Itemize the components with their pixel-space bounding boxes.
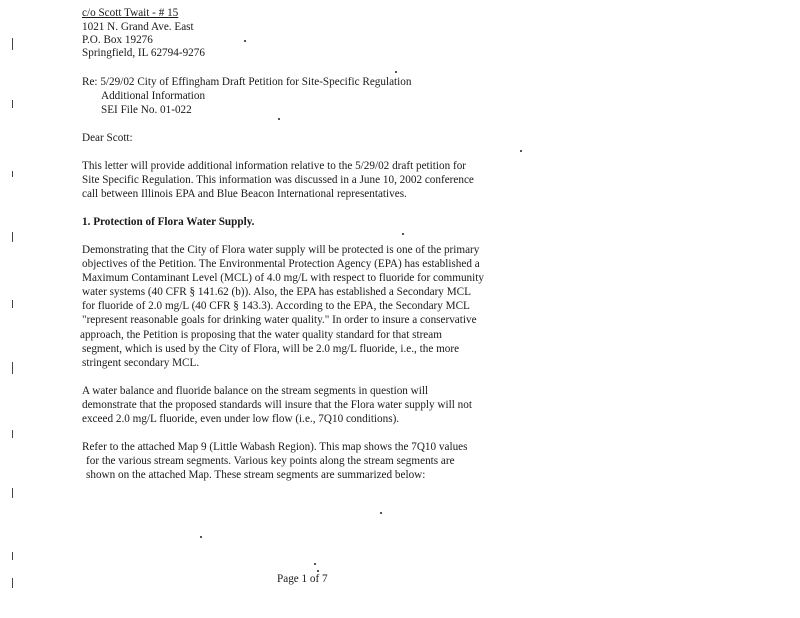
- re-line: Re: 5/29/02 City of Effingham Draft Petition for Site-Specific Regulation: [82, 76, 412, 88]
- scan-mark: [12, 488, 13, 498]
- para-line: for the various stream segments. Various key points along the stream segments are: [86, 455, 455, 467]
- scan-speck: [317, 570, 319, 572]
- para-line: shown on the attached Map. These stream segments are summarized below:: [86, 469, 426, 481]
- scan-mark: [12, 430, 13, 438]
- address-attention: c/o Scott Twait - # 15: [82, 7, 179, 19]
- scan-mark: [12, 171, 13, 177]
- para-line: Maximum Contaminant Level (MCL) of 4.0 mg/L with respect to fluoride for community: [82, 272, 484, 284]
- cropped-top-line: [82, 0, 142, 2]
- scan-mark: [12, 362, 13, 374]
- scan-speck: [244, 40, 246, 42]
- re-sub-line-1: Additional Information: [101, 90, 206, 102]
- scan-speck: [200, 536, 202, 538]
- intro-line: This letter will provide additional information relative to the 5/29/02 draft petition for: [82, 160, 467, 172]
- scan-speck: [395, 71, 397, 73]
- scan-mark: [12, 38, 13, 50]
- scan-mark: [12, 552, 13, 560]
- scan-mark: [12, 300, 13, 308]
- scan-mark: [12, 578, 13, 588]
- page-number: Page 1 of 7: [277, 573, 328, 585]
- para-line: for fluoride of 2.0 mg/L (40 CFR § 143.3). According to the EPA, the Secondary MCL: [82, 300, 470, 312]
- intro-line: call between Illinois EPA and Blue Beacon International representatives.: [82, 188, 407, 200]
- para-line: A water balance and fluoride balance on the stream segments in question will: [82, 385, 429, 397]
- para-line: approach, the Petition is proposing that the water quality standard for that stream: [80, 329, 442, 341]
- address-city: Springfield, IL 62794-9276: [82, 47, 205, 59]
- para-line: Refer to the attached Map 9 (Little Wabash Region). This map shows the 7Q10 values: [82, 441, 468, 453]
- scan-speck: [380, 512, 382, 514]
- para-line: "represent reasonable goals for drinking water quality." In order to insure a conservative: [82, 314, 477, 326]
- address-po-box: P.O. Box 19276: [82, 34, 153, 46]
- scan-mark: [12, 100, 13, 108]
- scan-speck: [314, 563, 316, 565]
- salutation: Dear Scott:: [82, 132, 133, 144]
- para-line: water systems (40 CFR § 141.62 (b)). Also, the EPA has established a Secondary MCL: [82, 286, 471, 298]
- scan-speck: [520, 150, 522, 152]
- para-line: Demonstrating that the City of Flora water supply will be protected is one of the primary: [82, 244, 480, 256]
- para-line: segment, which is used by the City of Flora, will be 2.0 mg/L fluoride, i.e., the more: [82, 343, 460, 355]
- intro-line: Site Specific Regulation. This information was discussed in a June 10, 2002 conference: [82, 174, 474, 186]
- para-line: objectives of the Petition. The Environmental Protection Agency (EPA) has established a: [82, 258, 480, 270]
- scan-speck: [402, 233, 404, 235]
- para-line: stringent secondary MCL.: [82, 357, 200, 369]
- re-sub-line-2: SEI File No. 01-022: [101, 104, 192, 116]
- address-street: 1021 N. Grand Ave. East: [82, 21, 194, 33]
- scan-speck: [278, 118, 280, 120]
- section-heading: 1. Protection of Flora Water Supply.: [82, 216, 255, 228]
- para-line: demonstrate that the proposed standards will insure that the Flora water supply will not: [82, 399, 472, 411]
- para-line: exceed 2.0 mg/L fluoride, even under low flow (i.e., 7Q10 conditions).: [82, 413, 400, 425]
- scan-mark: [12, 232, 13, 242]
